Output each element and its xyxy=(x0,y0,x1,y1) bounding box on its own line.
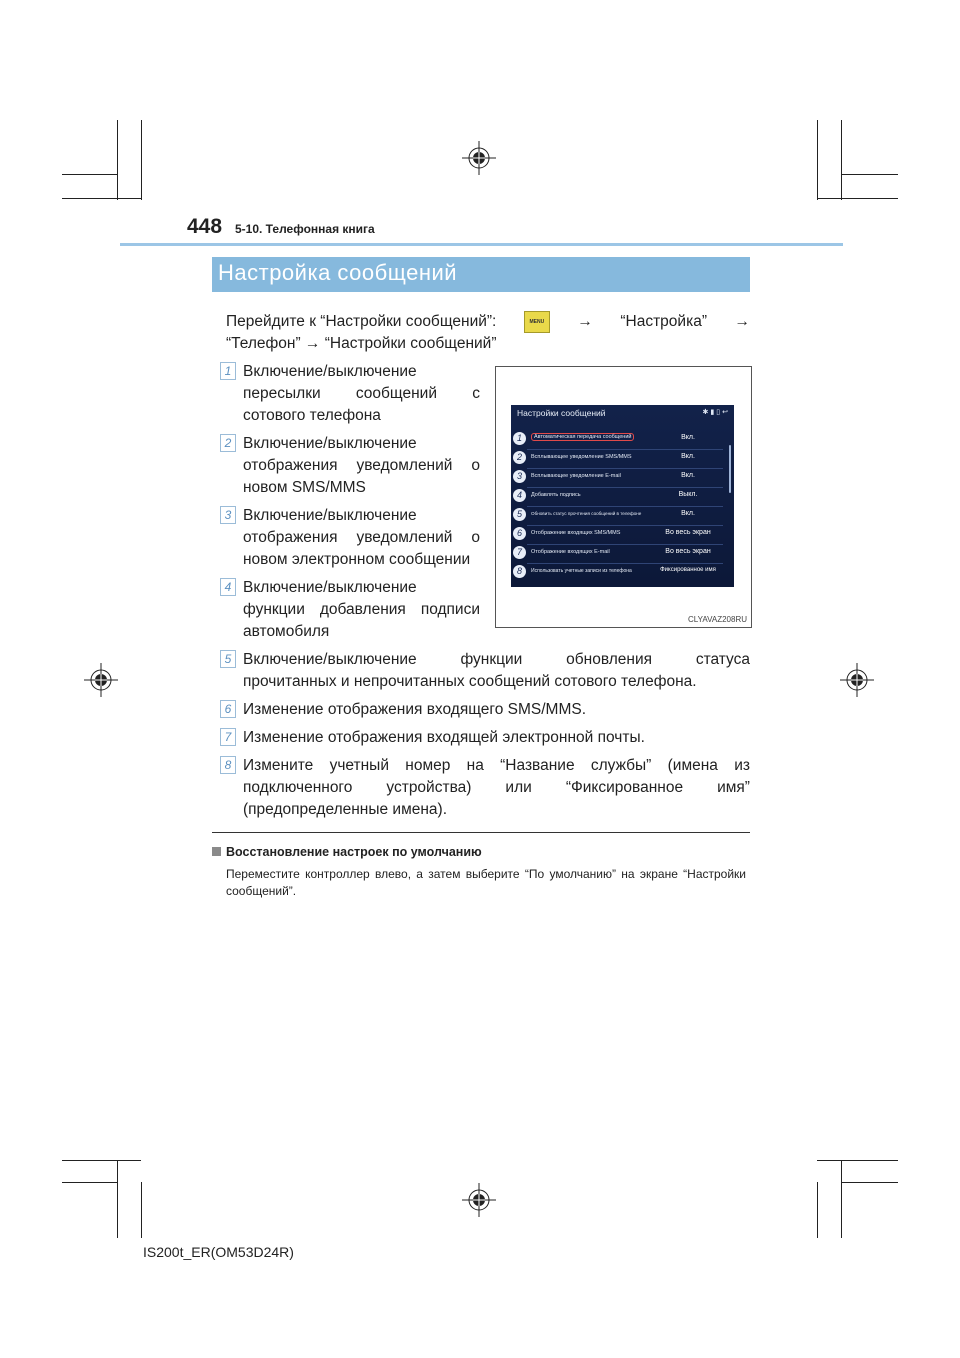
message-settings-screen xyxy=(511,405,734,587)
item-line: подключенного устройства) или “Фиксированное имя” xyxy=(243,779,750,796)
registration-mark-icon xyxy=(462,141,496,175)
row-value: Выкл. xyxy=(678,491,698,498)
section-title: Настройка сообщений xyxy=(218,260,458,285)
crop-mark xyxy=(117,1160,118,1238)
item-line: автомобиля xyxy=(243,623,330,640)
row-number: 8 xyxy=(513,565,526,578)
row-label: Всплывающее уведомление E-mail xyxy=(531,473,621,479)
intro-text-line2: “Телефон” → “Настройки сообщений” xyxy=(226,335,497,352)
row-label: Использовать учетные записи из телефона xyxy=(531,568,632,574)
row-number: 6 xyxy=(513,527,526,540)
item-line: Изменение отображения входящего SMS/MMS. xyxy=(243,701,587,718)
row-value: Вкл. xyxy=(681,472,695,479)
item-number: 4 xyxy=(220,578,236,596)
menu-button-icon: MENU xyxy=(524,311,550,333)
signal-icon: ▮ xyxy=(710,409,717,416)
crop-mark xyxy=(841,174,898,175)
item-number: 5 xyxy=(220,650,236,668)
row-value: Во весь экран xyxy=(665,529,711,536)
settings-row[interactable] xyxy=(511,488,725,505)
item-line: отображения уведомлений о xyxy=(243,457,480,474)
item-line: прочитанных и непрочитанных сообщений сотового телефона. xyxy=(243,673,697,690)
row-value: Во весь экран xyxy=(665,548,711,555)
crop-mark xyxy=(117,120,118,200)
screen-title: Настройки сообщений xyxy=(517,408,606,418)
subsection-divider xyxy=(212,832,750,833)
item-line: новом SMS/MMS xyxy=(243,479,366,496)
item-line: (предопределенные имена). xyxy=(243,801,447,818)
row-number: 4 xyxy=(513,489,526,502)
crop-mark xyxy=(141,1182,142,1238)
scrollbar[interactable] xyxy=(729,445,731,493)
battery-icon: ▯ xyxy=(716,409,723,416)
item-number: 6 xyxy=(220,700,236,718)
crop-mark xyxy=(817,120,818,200)
crop-mark xyxy=(817,1160,898,1161)
registration-mark-icon xyxy=(84,663,118,697)
crop-mark xyxy=(817,198,898,199)
subsection-title: Восстановление настроек по умолчанию xyxy=(212,845,482,859)
settings-row[interactable] xyxy=(511,564,725,581)
item-line: Изменение отображения входящей электронной почты. xyxy=(243,729,645,746)
item-number: 2 xyxy=(220,434,236,452)
square-bullet-icon xyxy=(212,847,221,856)
settings-row[interactable] xyxy=(511,507,725,524)
screen-figure xyxy=(495,366,752,628)
footer-model: IS200t_ER(OM53D24R) xyxy=(143,1244,294,1260)
row-label: Отображение входящих SMS/MMS xyxy=(531,530,621,536)
row-value: Вкл. xyxy=(681,510,695,517)
crop-mark xyxy=(841,1182,898,1183)
arrow: → xyxy=(734,313,750,330)
header-divider xyxy=(120,243,843,246)
subsection-body: Переместите контроллер влево, а затем выберите “По умолчанию” на экране “Настройки сообщений”. xyxy=(226,867,746,898)
item-number: 7 xyxy=(220,728,236,746)
chapter-title: 5-10. Телефонная книга xyxy=(235,222,375,236)
crop-mark xyxy=(62,174,117,175)
row-label: Обновить статус прочтения сообщений в телефоне xyxy=(531,511,642,516)
row-label: Автоматическая передача сообщений xyxy=(531,433,634,441)
settings-row[interactable] xyxy=(511,526,725,543)
row-number: 7 xyxy=(513,546,526,559)
row-label: Добавлять подпись xyxy=(531,492,581,498)
item-line: Включение/выключение функции обновления статуса xyxy=(243,651,750,668)
item-line: Включение/выключение xyxy=(243,435,417,452)
intro-paragraph xyxy=(226,311,750,355)
row-number: 2 xyxy=(513,451,526,464)
item-line: Измените учетный номер на “Название службы” (имена из xyxy=(243,757,750,774)
row-label: Всплывающее уведомление SMS/MMS xyxy=(531,454,632,460)
item-line: пересылки сообщений с xyxy=(243,385,480,402)
arrow: → xyxy=(577,313,593,330)
item-line: отображения уведомлений о xyxy=(243,529,480,546)
status-icons xyxy=(703,408,730,416)
crop-mark xyxy=(817,1182,818,1238)
crop-mark xyxy=(62,1160,141,1161)
crop-mark xyxy=(841,120,842,200)
settings-row[interactable] xyxy=(511,469,725,486)
item-line: функции добавления подписи xyxy=(243,601,480,618)
registration-mark-icon xyxy=(462,1183,496,1217)
crop-mark xyxy=(62,198,141,199)
figure-code: CLYAVAZ208RU xyxy=(688,615,747,624)
item-number: 3 xyxy=(220,506,236,524)
item-number: 1 xyxy=(220,362,236,380)
page-number: 448 xyxy=(187,215,223,238)
row-value: Фиксированное имя xyxy=(660,567,716,573)
item-line: Включение/выключение xyxy=(243,507,417,524)
row-number: 5 xyxy=(513,508,526,521)
settings-row[interactable] xyxy=(511,450,725,467)
settings-row[interactable] xyxy=(511,431,725,448)
back-icon[interactable]: ↩ xyxy=(722,409,730,416)
item-line: сотового телефона xyxy=(243,407,381,424)
crop-mark xyxy=(62,1182,117,1183)
settings-row[interactable] xyxy=(511,545,725,562)
item-line: Включение/выключение xyxy=(243,363,417,380)
row-value: Вкл. xyxy=(681,453,695,460)
item-line: Включение/выключение xyxy=(243,579,417,596)
item-number: 8 xyxy=(220,756,236,774)
bluetooth-icon: ✱ xyxy=(702,409,711,416)
row-value: Вкл. xyxy=(681,434,695,441)
registration-mark-icon xyxy=(840,663,874,697)
crop-mark xyxy=(841,1160,842,1238)
row-number: 3 xyxy=(513,470,526,483)
crop-mark xyxy=(141,120,142,200)
row-number: 1 xyxy=(513,432,526,445)
intro-text-a: Перейдите к “Настройки сообщений”: xyxy=(226,313,497,330)
row-label: Отображение входящих E-mail xyxy=(531,549,610,555)
item-line: новом электронном сообщении xyxy=(243,551,471,568)
intro-text-b: “Настройка” xyxy=(620,313,707,330)
